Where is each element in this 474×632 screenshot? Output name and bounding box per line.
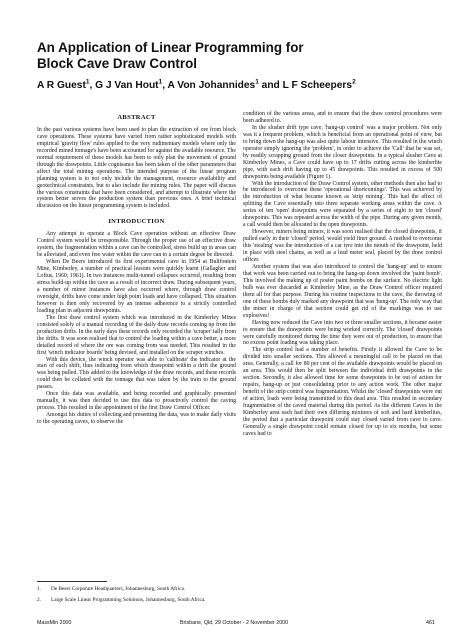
affiliation-mark: 1 xyxy=(255,78,259,86)
intro-paragraph: The first draw control system which was introduced in the Kimberley Mines consisted solely of a manual recording of the daily draw records coming up from the production drifts. In the early days these records only recorded the 'scraper' tally from the drifts. It was soon realised that to control the loading within a cave better, a more detailed record of where the ore was coming from was needed. This resulted in the first 'winch indicator boards' being devised, and installed on the scraper winches. xyxy=(37,314,236,356)
footnote-text: Large Scale Linear Programming Solutions, Johannesburg, South Africa. xyxy=(51,597,206,603)
author-list xyxy=(37,80,457,91)
body-paragraph: With the introduction of the Draw Control system, other methods then also had to be introduced to overcome these 'operational shortcomings'. This was achieved by the introduction of what became known as 'strip mining'. This had the affect of splitting the Cave essentially into three separate working areas within the cave. A series of ten 'open' drawpoints were separated by a series of eight to ten 'closed' drawpoints. This was repeated across the width of the pipe. During any given month, a call would then be allocated to the open drawpoints. xyxy=(243,180,442,229)
author-guest: A R Guest xyxy=(37,80,86,91)
body-paragraph: condition of the various areas, and to ensure that the draw control procedures were been adhered to. xyxy=(243,111,442,124)
left-column xyxy=(37,111,236,426)
paper-title xyxy=(37,40,437,72)
footer-location-date: Brisbane, Qld, 29 October - 2 November 2000 xyxy=(180,620,289,626)
affiliation-mark: 1 xyxy=(158,78,163,86)
footnote xyxy=(37,586,236,592)
introduction-heading: INTRODUCTION xyxy=(108,218,165,226)
intro-paragraph: Amongst his duties of collecting and presenting the data, was to make daily visits to the operating caves, to observe the xyxy=(37,412,236,426)
intro-paragraph: Once this data was available, and being recorded and graphically presented manually, it was then decided to use this data to proactively control the caving process. This resulted in the appointment of the first Draw Control Officer. xyxy=(37,391,236,412)
author-scheepers: and L F Scheepers xyxy=(258,80,353,91)
body-paragraph: In the slusher drift type cave, 'hang-up control' was a major problem. Not only was it a frequent problem, which is beneficial from an operational point of view, but to bring down the hang-up was also quite labour intensive. This resulted in the winch operator simply ignoring the 'problem', in order to achieve the 'Call' that he was set, by readily scrapping ground from the closer drawpoints. In a typical slusher Cave at Kimberley Mines, a Cave could have up to 17 drifts cutting across the kimberlite pipe, with each drift having up to 45 drawpoints. This resulted in excess of 500 drawpoints being available (Figure 1). xyxy=(243,124,442,180)
affiliation-mark: 1 xyxy=(85,78,90,86)
body-paragraph: Another system that was also introduced to control the 'hang-up' and to ensure that work was been carried out to bring the hang-up down involved the 'paint bomb'. This involved the making up of poster paint bombs on the surface. No electric light bulb was ever discarded at Kimberley Mine, as the Draw Control officer required them all for that purpose. During his routine inspections to the cave, the throwing of one of these bombs duly marked any drawpoint that was 'hung-up'. The only way that the miner in charge of that section could get rid of the markings was to use explosives! xyxy=(243,263,442,319)
footnote-number: 2. xyxy=(37,597,41,603)
affiliation-mark: 2 xyxy=(352,78,356,86)
body-paragraph: The strip control had a number of benefits. Firstly it allowed the Cave to be divided into smaller sections. This allowed a meaningful call to be placed on that area. Generally, a call for 80 per cent of the available drawpoints would be placed on an area. This would then be split between the individual drift drawpoints in the section. Secondly, it also allowed time for some drawpoints to be out of action for repairs, hang-up or just consolidating prior to any action work. The other major benefit of the strip control was fragmentation. Whilst the 'closed' drawpoints were out of action, loads were being transmitted to this dead area. This resulted in secondary fragmentation of the caved material during this period. As the different Caves in the Kimberley area each had their own differing mixtures of soft and hard kimberlites, the period that a particular drawpoint could stay closed varied from cave to cave. Generally a single drawpoint could remain closed for up to six months, but some caves had to xyxy=(243,347,442,437)
footnote-number: 1. xyxy=(37,586,41,592)
footnote-text: De Beers Corporate Headquarters, Johannesburg, South Africa. xyxy=(51,586,186,592)
author-van-hout: , G J Van Hout xyxy=(89,80,159,91)
right-column xyxy=(243,111,442,438)
footnote xyxy=(37,597,236,603)
footer-page-number: 461 xyxy=(426,620,435,626)
title-line-2: Block Cave Draw Control xyxy=(37,56,197,71)
author-von-johannides: , A Von Johannides xyxy=(162,80,256,91)
title-line-1: An Application of Linear Programming for xyxy=(37,40,304,55)
footer-conference: MassMin 2000 xyxy=(37,620,72,626)
footnote-rule xyxy=(37,581,107,582)
abstract-text: In the past various systems have been used to plan the extraction of ore from block cave operations. These systems have varied from rather sophisticated models with empirical 'gravity flow' rules applied to the very rudimentary models where only the recorded mined tonnage's have been accounted for against the available resource. The normal requirement of these models has been to only plan the movement of ground through the drawpoints. Little cognisance has been taken of the other parameters that affect the total mining operations. The intended purpose of the linear program planning system is to not only include the management, resource availability and geotechnical constraints, but to also include the mining rules. The paper will discuss the various constraints that have been considered, and attempt to illustrate where the system better serves the production system than previous ones. A brief technical discussion on the linear programming system is included. xyxy=(37,126,236,210)
intro-paragraph: When De Beers introduced its first experimental cave in 1954 at Bultfontein Mine, Kimberley, a number of practical lessons were quickly learnt (Gallagher and Loftus, 1960; 1961). In two instances multi-tunnel collapses occurred, resulting from stress build-up within the cave as a result of incorrect draw. During subsequent years, a number of minor instances have also occurred where, through draw control oversight, drifts have come under high point loads and have collapsed. This situation however is then only recovered by an intense adherence to a strictly controlled loading plan in adjacent drawpoints. xyxy=(37,259,236,314)
body-paragraph: However, miners being miners, it was soon realised that the closed drawpoints, if pulled early in their 'closed' period, would yield finer ground. A method to overcome this 'stealing' was the introduction of a car tyre into the mouth of the drawpoint, held in place with steel chains, as well as a lead meter seal, placed by the draw control officer. xyxy=(243,229,442,264)
abstract-heading: ABSTRACT xyxy=(117,114,156,121)
body-paragraph: Having now reduced the Cave into two or three smaller sections, it became easier to ensure that the drawpoints were being worked correctly. The 'closed' drawpoints were carefully monitored during the time they were out of production, to ensure that no excess point loading was taking place. xyxy=(243,319,442,347)
intro-paragraph: Any attempt to operate a Block Cave operation without an effective Draw Control system would be irresponsible. Through the proper use of an effective draw system, the fragmentation within a cave can be controlled, stress build up in areas can be alleviated, and even free water within the cave can to a certain degree be directed. xyxy=(37,231,236,259)
intro-paragraph: With this device, the winch operator was able to 'calibrate' the indicator at the start of each shift, thus indicating from which drawpoint within a drift the ground was being pulled. This added to the knowledge of the draw records, and these records could then be collated with the tonnage that was taken by the train to the ground passes. xyxy=(37,356,236,391)
